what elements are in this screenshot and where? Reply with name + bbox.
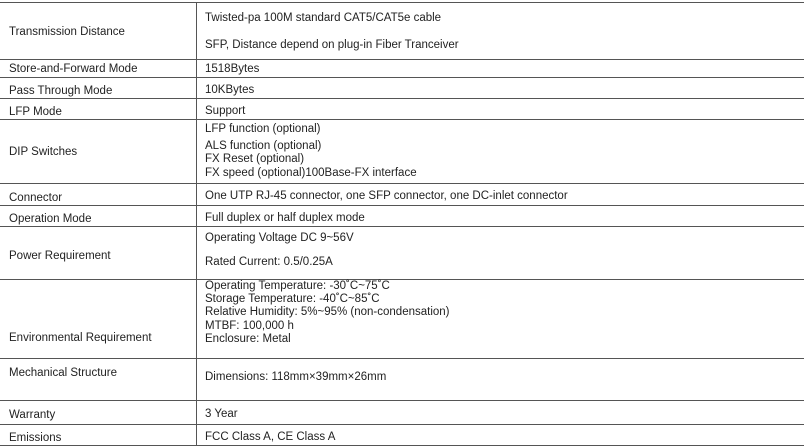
row-label: Pass Through Mode xyxy=(9,85,113,97)
row-value: Storage Temperature: -40˚C~85˚C xyxy=(205,293,380,305)
row-value: 10KBytes xyxy=(205,84,255,96)
row-value: Rated Current: 0.5/0.25A xyxy=(205,256,333,268)
row-value: FX Reset (optional) xyxy=(205,153,305,165)
row-value: Operating Voltage DC 9~56V xyxy=(205,232,354,244)
row-label-cell xyxy=(0,206,196,226)
table-row xyxy=(0,78,804,99)
row-value: SFP, Distance depend on plug-in Fiber Tranceiver xyxy=(205,39,459,51)
table-row xyxy=(0,359,804,401)
row-label: LFP Mode xyxy=(9,106,62,118)
row-value: Twisted-pa 100M standard CAT5/CAT5e cable xyxy=(205,12,442,24)
row-label-cell xyxy=(0,425,196,445)
row-label-cell xyxy=(0,60,196,77)
row-label-cell xyxy=(0,227,196,279)
row-value: Support xyxy=(205,105,246,117)
row-value: Operating Temperature: -30˚C~75˚C xyxy=(205,280,390,292)
row-label: Operation Mode xyxy=(9,213,92,225)
row-label-cell xyxy=(0,99,196,119)
row-label: Power Requirement xyxy=(9,250,111,262)
table-row xyxy=(0,280,804,359)
row-value: FX speed (optional)100Base-FX interface xyxy=(205,167,417,179)
row-label-cell xyxy=(0,401,196,424)
row-label-cell xyxy=(0,78,196,98)
row-value: LFP function (optional) xyxy=(205,123,321,135)
table-row xyxy=(0,227,804,280)
row-value: ALS function (optional) xyxy=(205,140,322,152)
row-value: Enclosure: Metal xyxy=(205,333,291,345)
table-row xyxy=(0,206,804,227)
row-value: Relative Humidity: 5%~95% (non-condensation) xyxy=(205,306,450,318)
row-value: 3 Year xyxy=(205,408,238,420)
row-label: Transmission Distance xyxy=(9,26,125,38)
row-label: Environmental Requirement xyxy=(9,332,152,344)
table-row xyxy=(0,2,804,60)
table-row xyxy=(0,401,804,425)
row-label: Connector xyxy=(9,192,63,204)
row-value: MTBF: 100,000 h xyxy=(205,320,294,332)
row-value: FCC Class A, CE Class A xyxy=(205,431,336,443)
row-label: DIP Switches xyxy=(9,146,78,158)
table-row xyxy=(0,99,804,120)
table-row xyxy=(0,184,804,206)
row-label-cell xyxy=(0,184,196,205)
table-row xyxy=(0,120,804,184)
row-label: Mechanical Structure xyxy=(9,367,118,379)
row-value: Full duplex or half duplex mode xyxy=(205,212,365,224)
row-label: Store-and-Forward Mode xyxy=(9,63,138,75)
row-label-cell xyxy=(0,359,196,400)
row-label-cell xyxy=(0,280,196,358)
row-value: 1518Bytes xyxy=(205,63,260,75)
table-row xyxy=(0,60,804,78)
row-label-cell xyxy=(0,3,196,59)
row-value: Dimensions: 118mm×39mm×26mm xyxy=(205,371,387,383)
row-value: One UTP RJ-45 connector, one SFP connector, one DC-inlet connector xyxy=(205,190,568,202)
row-label: Emissions xyxy=(9,432,62,444)
table-row xyxy=(0,425,804,446)
row-label: Warranty xyxy=(9,409,56,421)
row-label-cell xyxy=(0,120,196,183)
